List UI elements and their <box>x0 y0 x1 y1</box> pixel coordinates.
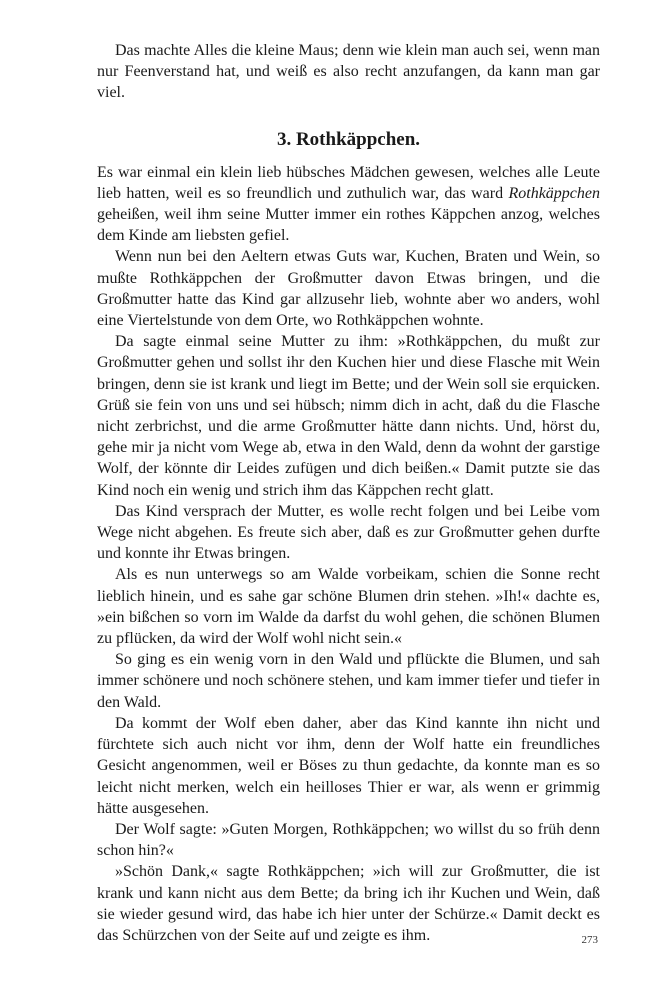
intro-paragraph: Das machte Alles die kleine Maus; denn wie klein man auch sei, wenn man nur Feenverstand hat, und weiß es also recht anzufangen, da kann man gar viel. <box>97 42 600 102</box>
page-body <box>97 40 600 946</box>
paragraph-3: Da sagte einmal seine Mutter zu ihm: »Rothkäppchen, du mußt zur Großmutter gehen und sollst ihr den Kuchen hier und diese Flasche mit Wein bringen, denn sie ist krank und liegt im Bette; und der Wein soll sie erquicken. Grüß sie fein von uns und sei hübsch; nimm dich in acht, daß du die Flasche nicht zerbrichst, und die arme Großmutter hätte dann nichts. Und, hörst du, gehe mir ja nicht vom Wege ab, etwa in den Wald, denn da wohnt der garstige Wolf, der könnte dir Leides zufügen und dich beißen.« Damit putzte sie das Kind noch ein wenig und strich ihm das Käppchen recht glatt. <box>97 333 600 499</box>
first-paragraph-text-after: geheißen, weil ihm seine Mutter immer ein rothes Käppchen anzog, welches dem Kinde am liebsten gefiel. <box>97 206 600 245</box>
paragraph-2: Wenn nun bei den Aeltern etwas Guts war, Kuchen, Braten und Wein, so mußte Rothkäppchen der Großmutter davon Etwas bringen, und die Großmutter hatte das Kind gar allzusehr lieb, wohnte aber wo anders, wohl eine Viertelstunde von dem Orte, wo Rothkäppchen wohnte. <box>97 248 600 330</box>
paragraph-5: Als es nun unterwegs so am Walde vorbeikam, schien die Sonne recht lieblich hinein, und es sahe gar schöne Blumen drin stehen. »Ih!« dachte es, »ein bißchen so vorn im Walde da darfst du wohl gehen, die schönen Blumen zu pflücken, da wird der Wolf wohl nicht sein.« <box>97 566 600 648</box>
first-paragraph <box>97 162 600 247</box>
paragraph-8: Der Wolf sagte: »Guten Morgen, Rothkäppchen; wo willst du so früh denn schon hin?« <box>97 820 600 860</box>
paragraph-7: Da kommt der Wolf eben daher, aber das Kind kannte ihn nicht und fürchtete sich auch nicht vor ihm, denn der Wolf hatte ein freundliches Gesicht angenommen, weil er Böses zu thun gedachte, da konnte man es so leicht nicht merken, welch ein heilloses Thier er war, als wenn er grimmig hätte ausgesehen. <box>97 714 600 817</box>
paragraph-9: »Schön Dank,« sagte Rothkäppchen; »ich will zur Großmutter, die ist krank und kann nicht aus dem Bette; da bring ich ihr Kuchen und Wein, daß sie wieder gesund wird, das habe ich hier unter der Schürze.« Damit deckt es das Schürzchen von der Seite auf und zeigte es ihm. <box>97 863 600 944</box>
chapter-title: 3. Rothkäppchen. <box>276 128 421 150</box>
paragraph-6: So ging es ein wenig vorn in den Wald und pflückte die Blumen, und sah immer schönere und noch schönere stehen, und kam immer tiefer und tiefer in den Wald. <box>97 651 600 711</box>
paragraph-4: Das Kind versprach der Mutter, es wolle recht folgen und bei Leibe vom Wege nicht abgehen. Es freute sich aber, daß es zur Großmutter gehen durfte und konnte ihr Etwas bringen. <box>97 502 600 563</box>
first-paragraph-text-before: Es war einmal ein klein lieb hübsches Mädchen gewesen, welches alle Leute lieb hatten, weil es so freundlich und zuthulich war, das ward <box>97 163 600 202</box>
title-emphasis: Rothkäppchen <box>508 184 600 202</box>
page-number: 273 <box>581 934 598 946</box>
